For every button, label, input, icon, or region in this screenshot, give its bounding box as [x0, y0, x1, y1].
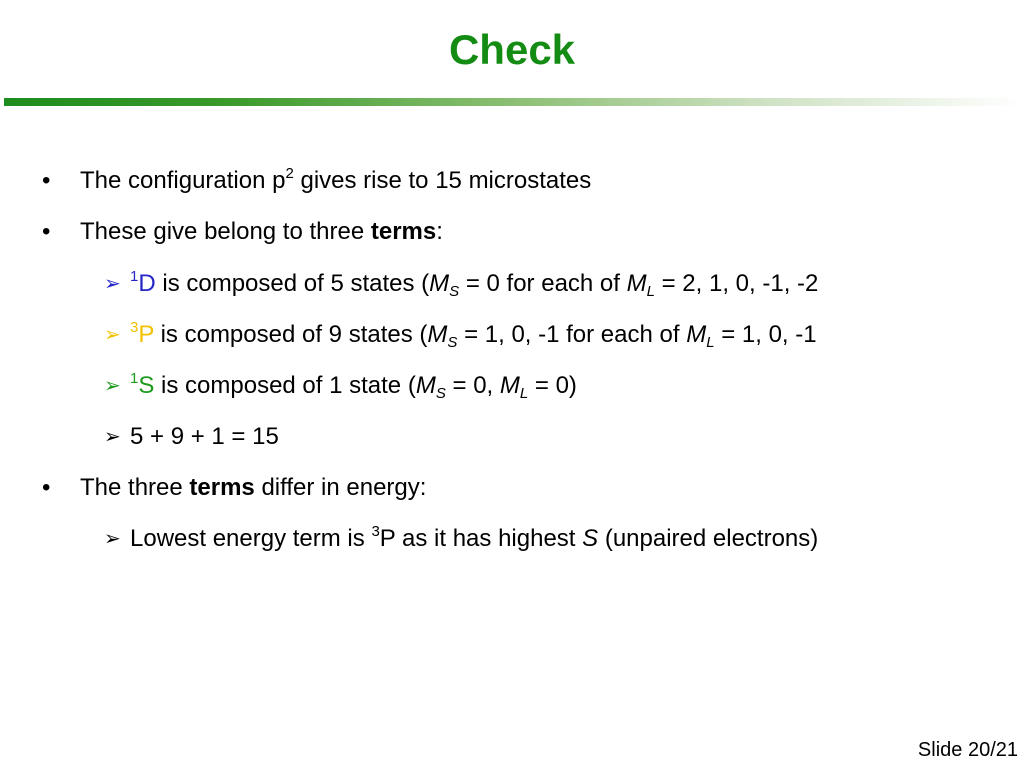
slide-title: Check	[448, 26, 576, 73]
arrow-bullet-icon: ➢	[104, 324, 121, 346]
slide-number: Slide 20/21	[917, 739, 1018, 761]
sub-bullet-text: Lowest energy term is $^3$P as it has highest S (unpaired electrons)	[130, 523, 819, 552]
bullet-dot-icon: •	[42, 474, 51, 501]
arrow-bullet-icon: ➢	[104, 375, 121, 397]
bullet-text: The three terms differ in energy:	[80, 474, 427, 501]
sub-bullet-text: 5 + 9 + 1 = 15	[130, 423, 279, 450]
bullet-text: These give belong to three terms:	[80, 218, 443, 245]
sub-bullet-text: $^1$S is composed of 1 state ($M_S = 0$, $M_L = 0$)	[130, 370, 577, 402]
bullet-text: The configuration $p^2$ gives rise to 15 microstates	[80, 165, 592, 194]
sub-bullet-text: $^3$P is composed of 9 states ($M_S = 1$, 0, -1 for each of $M_L = 1$, 0, -1	[130, 319, 817, 351]
bullet-dot-icon: •	[42, 218, 51, 245]
arrow-bullet-icon: ➢	[104, 528, 121, 550]
term-symbol-1D: $^1$D	[130, 268, 156, 297]
term-symbol-1S: $^1$S	[130, 370, 155, 399]
title-divider	[4, 98, 1024, 106]
sub-bullet-text: $^1$D is composed of 5 states ($M_S = 0$ for each of $M_L = 2$, 1, 0, -1, -2	[130, 268, 819, 300]
arrow-bullet-icon: ➢	[104, 426, 121, 448]
bullet-dot-icon: •	[42, 167, 51, 194]
arrow-bullet-icon: ➢	[104, 273, 121, 295]
term-symbol-3P: $^3$P	[130, 319, 154, 348]
